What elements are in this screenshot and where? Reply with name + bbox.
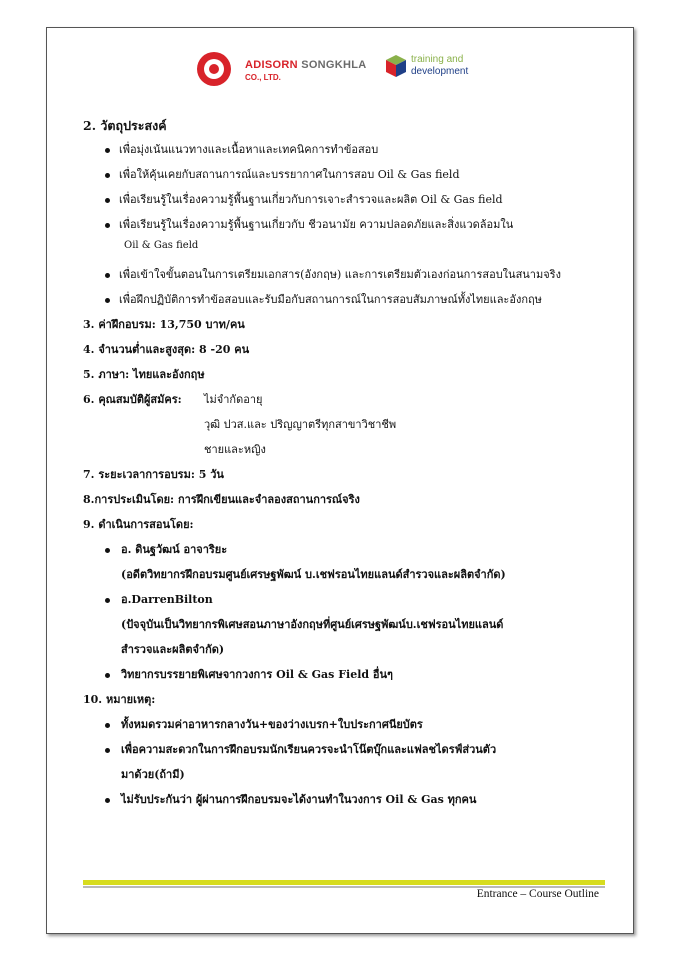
bullet <box>105 673 110 678</box>
notes-heading: 10. หมายเหตุ: <box>83 693 156 706</box>
instructor-name: อ. ดินฐวัฒน์ อาจาริยะ <box>121 543 228 556</box>
course-duration: 7. ระยะเวลาการอบรม: 5 วัน <box>83 468 224 481</box>
objective-item: เพื่อมุ่งเน้นแนวทางและเนื้อหาและเทคนิคการทำข้อสอบ <box>119 143 379 156</box>
document-page <box>46 27 634 934</box>
objective-item: เพื่อเรียนรู้ในเรื่องความรู้พื้นฐานเกี่ยวกับ ชีวอนามัย ความปลอดภัยและสิ่งแวดล้อมใน <box>119 218 514 231</box>
objective-item-continuation: Oil & Gas field <box>124 240 199 251</box>
objective-item: เพื่อเรียนรู้ในเรื่องความรู้พื้นฐานเกี่ยวกับการเจาะสำรวจและผลิต Oil & Gas field <box>119 193 503 206</box>
bullet <box>105 148 110 153</box>
bullet <box>105 198 110 203</box>
instructor-name: วิทยากรบรรยายพิเศษจากวงการ Oil & Gas Field อื่นๆ <box>121 668 393 681</box>
objectives-heading: 2. วัตถุประสงค์ <box>83 118 167 133</box>
qualifications-label: 6. คุณสมบัติผู้สมัคร: <box>83 393 182 406</box>
bullet <box>105 273 110 278</box>
note-item: ไม่รับประกันว่า ผู้ผ่านการฝึกอบรมจะได้งานทำในวงการ Oil & Gas ทุกคน <box>121 793 477 806</box>
bullet <box>105 798 110 803</box>
instructor-detail: (ปัจจุบันเป็นวิทยากรพิเศษสอนภาษาอังกฤษที่ศูนย์เศรษฐพัฒน์บ.เชฟรอนไทยแลนด์ <box>121 618 504 631</box>
bullet <box>105 548 110 553</box>
qualification-item: ไม่จำกัดอายุ <box>204 393 263 406</box>
bullet <box>105 173 110 178</box>
bullet <box>105 598 110 603</box>
objective-item: เพื่อฝึกปฏิบัติการทำข้อสอบและรับมือกับสถานการณ์ในการสอบสัมภาษณ์ทั้งไทยและอังกฤษ <box>119 293 542 306</box>
objective-item: เพื่อเข้าใจขั้นตอนในการเตรียมเอกสาร(อังกฤษ) และการเตรียมตัวเองก่อนการสอบในสนามจริง <box>119 268 561 281</box>
training-logo-text: training and development <box>411 54 469 77</box>
footer-title: Entrance – Course Outline <box>476 888 599 900</box>
course-fee: 3. ค่าฝึกอบรม: 13,750 บาท/คน <box>83 318 245 331</box>
instructor-name: อ.DarrenBilton <box>121 593 213 606</box>
bullet <box>105 223 110 228</box>
evaluation-method: 8.การประเมินโดย: การฝึกเขียนและจำลองสถานการณ์จริง <box>83 493 360 506</box>
bullet <box>105 298 110 303</box>
class-capacity: 4. จำนวนต่ำและสูงสุด: 8 -20 คน <box>83 343 250 356</box>
bullet <box>105 723 110 728</box>
instructor-detail: สำรวจและผลิตจำกัด) <box>121 643 225 656</box>
company-suffix: CO., LTD. <box>245 73 281 82</box>
instructor-detail: (อดีตวิทยากรฝึกอบรมศูนย์เศรษฐพัฒน์ บ.เชฟรอนไทยแลนด์สำรวจและผลิตจำกัด) <box>121 568 506 581</box>
note-item: ทั้งหมดรวมค่าอาหารกลางวัน+ของว่างเบรก+ใบประกาศนียบัตร <box>121 718 423 731</box>
note-item-continuation: มาด้วย(ถ้ามี) <box>121 768 185 781</box>
note-item: เพื่อความสะดวกในการฝึกอบรมนักเรียนควรจะนำโน๊ตบุ๊กและแฟลชไดรฟ์ส่วนตัว <box>121 743 497 756</box>
qualification-item: วุฒิ ปวส.และ ปริญญาตรีทุกสาขาวิชาชีพ <box>204 418 397 431</box>
objective-item: เพื่อให้คุ้นเคยกับสถานการณ์และบรรยากาศในการสอบ Oil & Gas field <box>119 168 460 181</box>
qualification-item: ชายและหญิง <box>204 443 266 456</box>
header-logos <box>197 50 487 88</box>
bullet <box>105 748 110 753</box>
course-language: 5. ภาษา: ไทยและอังกฤษ <box>83 368 205 381</box>
instructors-heading: 9. ดำเนินการสอนโดย: <box>83 518 194 531</box>
footer-divider <box>83 880 605 885</box>
company-logo-icon <box>197 52 231 86</box>
company-name: ADISORN SONGKHLA <box>245 59 367 71</box>
training-cube-icon <box>385 54 407 78</box>
